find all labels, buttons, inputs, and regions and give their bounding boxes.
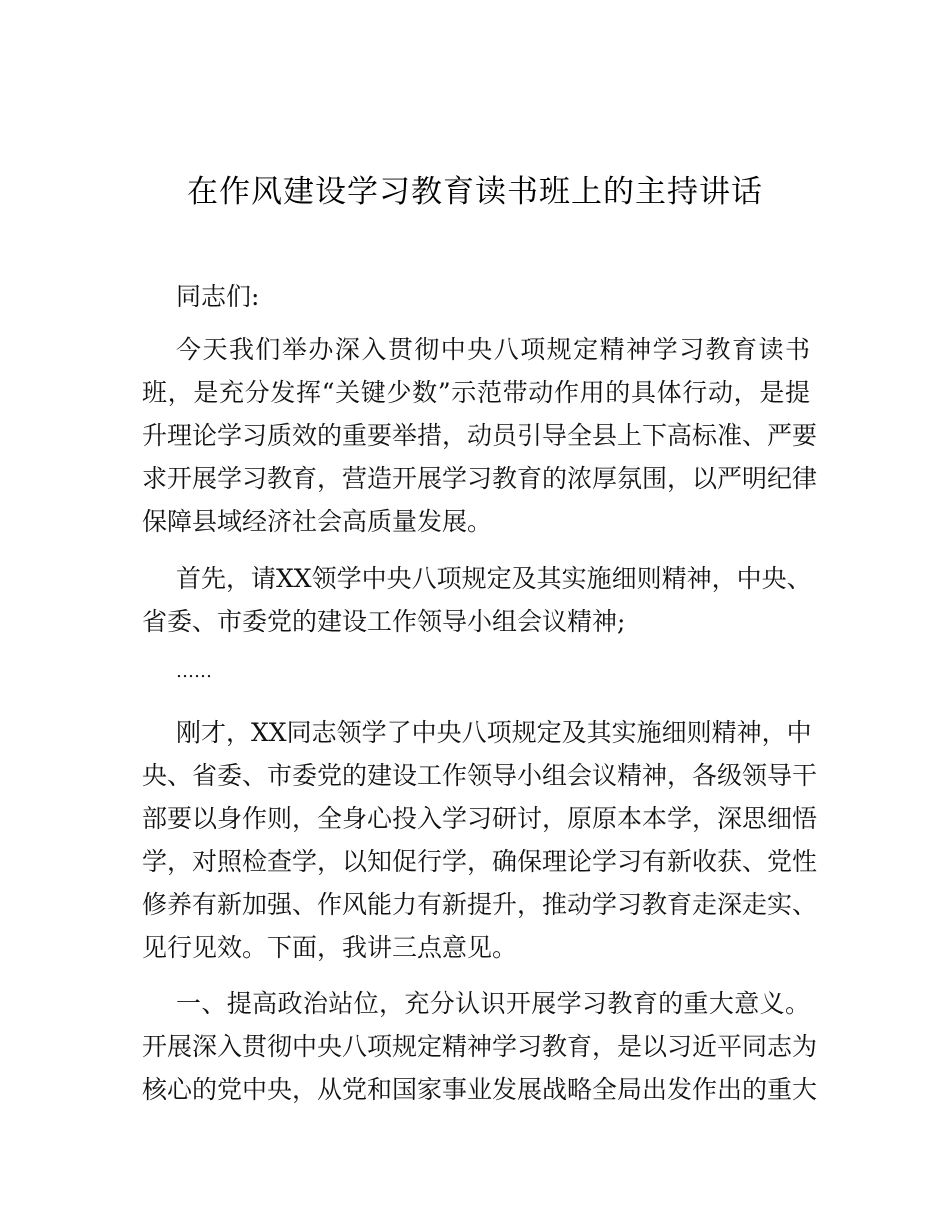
paragraph-line: 修养有新加强、作风能力有新提升，推动学习教育走深走实、	[142, 890, 818, 919]
paragraph-line: 核心的党中央，从党和国家事业发展战略全局出发作出的重大	[142, 1075, 818, 1104]
paragraph-line: 部要以身作则，全身心投入学习研讨，原原本本学，深思细悟	[142, 804, 818, 833]
paragraph-line: 开展深入贯彻中央八项规定精神学习教育，是以习近平同志为	[142, 1032, 818, 1061]
paragraph-line: 求开展学习教育，营造开展学习教育的浓厚氛围，以严明纪律	[142, 464, 818, 493]
paragraph-line: 班，是充分发挥“关键少数”示范带动作用的具体行动，是提	[142, 378, 810, 407]
section-heading-line: 一、提高政治站位，充分认识开展学习教育的重大意义。	[176, 989, 810, 1018]
salutation: 同志们:	[176, 282, 260, 311]
paragraph-line: 省委、市委党的建设工作领导小组会议精神;	[142, 607, 626, 636]
paragraph-line: 首先，请XX领学中央八项规定及其实施细则精神，中央、	[176, 564, 812, 593]
paragraph-line: 今天我们举办深入贯彻中央八项规定精神学习教育读书	[176, 335, 810, 364]
paragraph-line: 见行见效。下面，我讲三点意见。	[142, 933, 518, 962]
paragraph-line: 升理论学习质效的重要举措，动员引导全县上下高标准、严要	[142, 421, 818, 450]
paragraph-line: 学，对照检查学，以知促行学，确保理论学习有新收获、党性	[142, 847, 818, 876]
paragraph-line: 刚才，XX同志领学了中央八项规定及其实施细则精神，中	[176, 718, 812, 747]
paragraph-line: 保障县域经济社会高质量发展。	[142, 507, 493, 536]
ellipsis-line: ……	[176, 661, 212, 682]
document-title: 在作风建设学习教育读书班上的主持讲话	[187, 174, 763, 210]
paragraph-line: 央、省委、市委党的建设工作领导小组会议精神，各级领导干	[142, 761, 818, 790]
